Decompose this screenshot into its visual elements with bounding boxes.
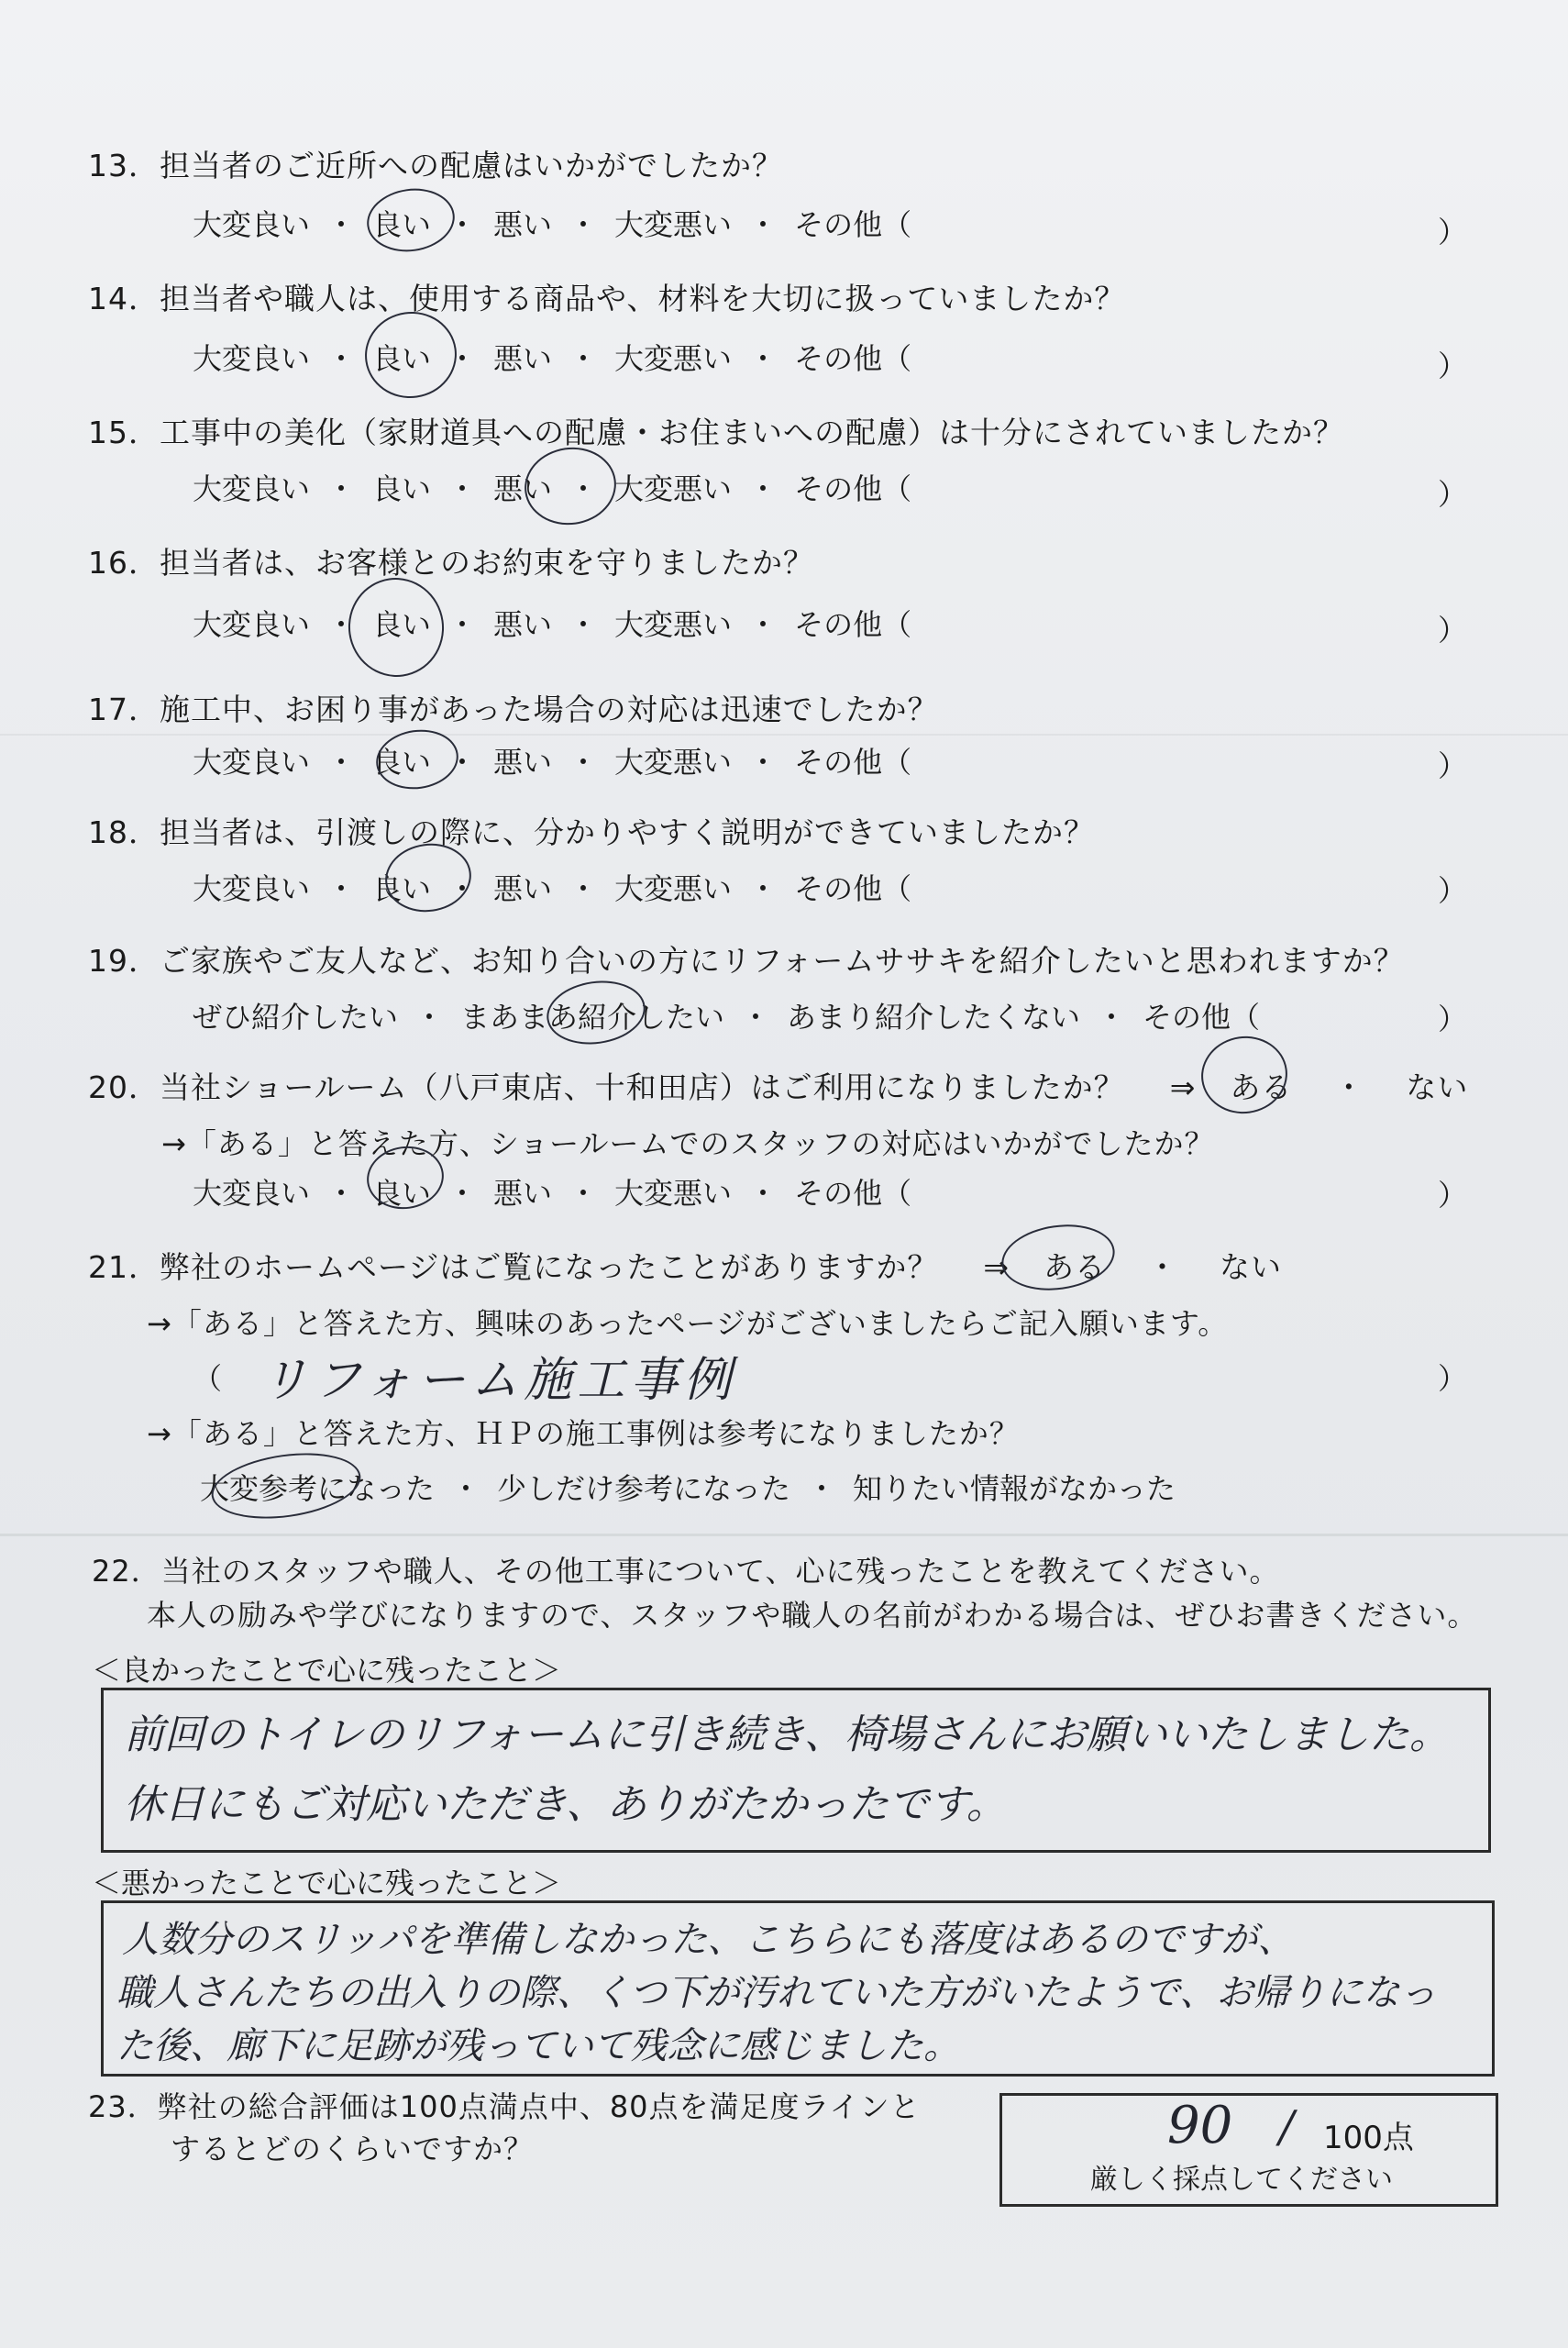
good-comment-line: 前回のトイレのリフォームに引き続き、椅場さんにお願いいたしました。 xyxy=(124,1711,1450,1758)
option-very-good[interactable]: 大変良い xyxy=(193,471,311,506)
option-other[interactable]: その他（ xyxy=(794,1176,912,1211)
bad-comments-box[interactable] xyxy=(101,1900,1495,2077)
rating-options-17: 大変良い ・ 良い ・ 悪い ・ 大変悪い ・ その他（ xyxy=(193,739,911,781)
option-slightly-helpful[interactable]: 少しだけ参考になった xyxy=(497,1471,791,1506)
question-21-followup-interest: →「ある」と答えた方、興味のあったページがございましたらご記入願います。 xyxy=(147,1306,1229,1341)
rating-options-13: 大変良い ・ 良い ・ 悪い ・ 大変悪い ・ その他（ xyxy=(193,202,911,244)
option-other[interactable]: その他（ xyxy=(794,471,912,506)
option-not-helpful[interactable]: 知りたい情報がなかった xyxy=(853,1471,1176,1506)
paren-close: ） xyxy=(1438,215,1468,249)
question-20: 20．当社ショールーム（八戸東店、十和田店）はご利用になりましたか？ ⇒ ある ・ ない xyxy=(88,1069,1469,1105)
question-13: 13．担当者のご近所への配慮はいかがでしたか？ xyxy=(88,148,783,183)
question-16: 16．担当者は、お客様とのお約束を守りましたか？ xyxy=(88,545,814,581)
bad-comment-line: た後、廊下に足跡が残っていて残念に感じました。 xyxy=(116,2025,960,2067)
option-very-bad[interactable]: 大変悪い xyxy=(614,871,733,906)
option-good[interactable]: 良い xyxy=(372,341,432,376)
option-very-bad[interactable]: 大変悪い xyxy=(614,745,733,780)
paren-close: ） xyxy=(1438,873,1468,908)
selection-circle xyxy=(363,183,459,258)
bad-comments-label: ＜悪かったことで心に残ったこと＞ xyxy=(92,1866,562,1900)
question-18: 18．担当者は、引渡しの際に、分かりやすく説明ができていましたか？ xyxy=(88,814,1095,850)
bad-comment-line: 職人さんたちの出入りの際、くつ下が汚れていた方がいたようで、お帰りになっ xyxy=(116,1972,1437,2014)
option-good[interactable]: 良い xyxy=(372,607,432,642)
option-yes[interactable]: ある xyxy=(1230,1069,1293,1105)
good-comments-box[interactable] xyxy=(101,1688,1491,1853)
option-other[interactable]: その他（ xyxy=(794,745,912,780)
option-bad[interactable]: 悪い xyxy=(493,207,553,242)
handwritten-interest-page: リフォーム施工事例 xyxy=(260,1353,737,1408)
option-bad[interactable]: 悪い xyxy=(493,471,553,506)
rating-options-20: 大変良い ・ 良い ・ 悪い ・ 大変悪い ・ その他（ xyxy=(193,1170,911,1213)
selection-circle xyxy=(207,1445,365,1527)
question-20-followup: →「ある」と答えた方、ショールームでのスタッフの対応はいかがでしたか？ xyxy=(161,1126,1215,1161)
option-no[interactable]: ない xyxy=(1220,1249,1282,1285)
option-very-good[interactable]: 大変良い xyxy=(193,871,311,906)
option-very-good[interactable]: 大変良い xyxy=(193,745,311,780)
paper-fold-line xyxy=(0,1534,1568,1536)
option-very-helpful[interactable]: 大変参考になった xyxy=(200,1471,436,1506)
good-comments-label: ＜良かったことで心に残ったこと＞ xyxy=(92,1653,562,1688)
option-good[interactable]: 良い xyxy=(372,1176,432,1211)
paren-close: ） xyxy=(1438,349,1468,383)
paper-fold-line xyxy=(0,734,1568,736)
option-bad[interactable]: 悪い xyxy=(493,871,553,906)
score-note: 厳しく採点してください xyxy=(1090,2164,1393,2196)
question-21-followup-reference: →「ある」と答えた方、ＨＰの施工事例は参考になりましたか？ xyxy=(147,1416,1020,1451)
score-slash: / xyxy=(1279,2101,1295,2153)
paren-close: ） xyxy=(1438,1002,1468,1036)
question-22: 22．当社のスタッフや職人、その他工事について、心に残ったことを教えてください。 xyxy=(92,1554,1280,1589)
question-15: 15．工事中の美化（家財道具への配慮・お住まいへの配慮）は十分にされていましたか？ xyxy=(88,415,1344,450)
option-very-bad[interactable]: 大変悪い xyxy=(614,1176,733,1211)
option-definitely-recommend[interactable]: ぜひ紹介したい xyxy=(193,1000,399,1035)
question-21: 21．弊社のホームページはご覧になったことがありますか？ ⇒ ある ・ ない xyxy=(88,1249,1282,1285)
recommend-options: ぜひ紹介したい ・ まあまあ紹介したい ・ あまり紹介したくない ・ その他（ xyxy=(193,994,1260,1036)
good-comment-line: 休日にもご対応いただき、ありがたかったです。 xyxy=(124,1781,1007,1828)
selection-circle xyxy=(359,305,462,404)
question-19: 19．ご家族やご友人など、お知り合いの方にリフォームササキを紹介したいと思われますか？ xyxy=(88,943,1405,979)
option-very-bad[interactable]: 大変悪い xyxy=(614,471,733,506)
option-very-good[interactable]: 大変良い xyxy=(193,207,311,242)
rating-options-14: 大変良い ・ 良い ・ 悪い ・ 大変悪い ・ その他（ xyxy=(193,336,911,378)
option-good[interactable]: 良い xyxy=(372,471,432,506)
option-bad[interactable]: 悪い xyxy=(493,745,553,780)
option-bad[interactable]: 悪い xyxy=(493,1176,553,1211)
option-bad[interactable]: 悪い xyxy=(493,341,553,376)
option-bad[interactable]: 悪い xyxy=(493,607,553,642)
arrow-icon: ⇒ xyxy=(1169,1069,1197,1105)
question-14: 14．担当者や職人は、使用する商品や、材料を大切に扱っていましたか？ xyxy=(88,281,1126,316)
option-no[interactable]: ない xyxy=(1406,1069,1469,1105)
option-very-bad[interactable]: 大変悪い xyxy=(614,607,733,642)
question-17: 17．施工中、お困り事があった場合の対応は迅速でしたか？ xyxy=(88,692,939,727)
rating-options-15: 大変良い ・ 良い ・ 悪い ・ 大変悪い ・ その他（ xyxy=(193,466,911,508)
score-max: 100点 xyxy=(1323,2120,1414,2156)
reference-options: 大変参考になった ・ 少しだけ参考になった ・ 知りたい情報がなかった xyxy=(200,1466,1176,1508)
option-other[interactable]: その他（ xyxy=(794,871,912,906)
option-good[interactable]: 良い xyxy=(372,745,432,780)
option-good[interactable]: 良い xyxy=(372,871,432,906)
question-23: 23．弊社の総合評価は100点満点中、80点を満足度ラインと xyxy=(88,2089,921,2124)
option-very-bad[interactable]: 大変悪い xyxy=(614,207,733,242)
option-very-bad[interactable]: 大変悪い xyxy=(614,341,733,376)
option-very-good[interactable]: 大変良い xyxy=(193,1176,311,1211)
option-other[interactable]: その他（ xyxy=(794,341,912,376)
option-very-good[interactable]: 大変良い xyxy=(193,341,311,376)
paren-close: ） xyxy=(1438,1178,1468,1213)
paren-close: ） xyxy=(1438,748,1468,783)
question-22-note: 本人の励みや学びになりますので、スタッフや職人の名前がわかる場合は、ぜひお書きください。 xyxy=(147,1598,1478,1633)
paren-close: ） xyxy=(1438,1361,1468,1396)
bad-comment-line: 人数分のスリッパを準備しなかった、こちらにも落度はあるのですが、 xyxy=(122,1919,1295,1961)
handwritten-score: 90 xyxy=(1167,2096,1233,2155)
rating-options-16: 大変良い ・ 良い ・ 悪い ・ 大変悪い ・ その他（ xyxy=(193,602,911,644)
option-other[interactable]: その他（ xyxy=(1143,1000,1261,1035)
selection-circle xyxy=(342,571,450,682)
paren-close: ） xyxy=(1438,613,1468,648)
option-somewhat-recommend[interactable]: まあまあ紹介したい xyxy=(460,1000,725,1035)
selection-circle xyxy=(520,441,622,530)
option-other[interactable]: その他（ xyxy=(794,607,912,642)
question-23-cont: するとどのくらいですか？ xyxy=(171,2132,535,2166)
option-other[interactable]: その他（ xyxy=(794,207,912,242)
score-box[interactable] xyxy=(999,2093,1498,2207)
arrow-icon: ⇒ xyxy=(983,1249,1010,1285)
selection-circle xyxy=(543,975,649,1050)
option-very-good[interactable]: 大変良い xyxy=(193,607,311,642)
rating-options-18: 大変良い ・ 良い ・ 悪い ・ 大変悪い ・ その他（ xyxy=(193,866,911,908)
option-good[interactable]: 良い xyxy=(372,207,432,242)
paren-close: ） xyxy=(1438,477,1468,512)
option-yes[interactable]: ある xyxy=(1043,1249,1106,1285)
option-not-really-recommend[interactable]: あまり紹介したくない xyxy=(787,1000,1081,1035)
paren-open: （ xyxy=(193,1361,223,1396)
